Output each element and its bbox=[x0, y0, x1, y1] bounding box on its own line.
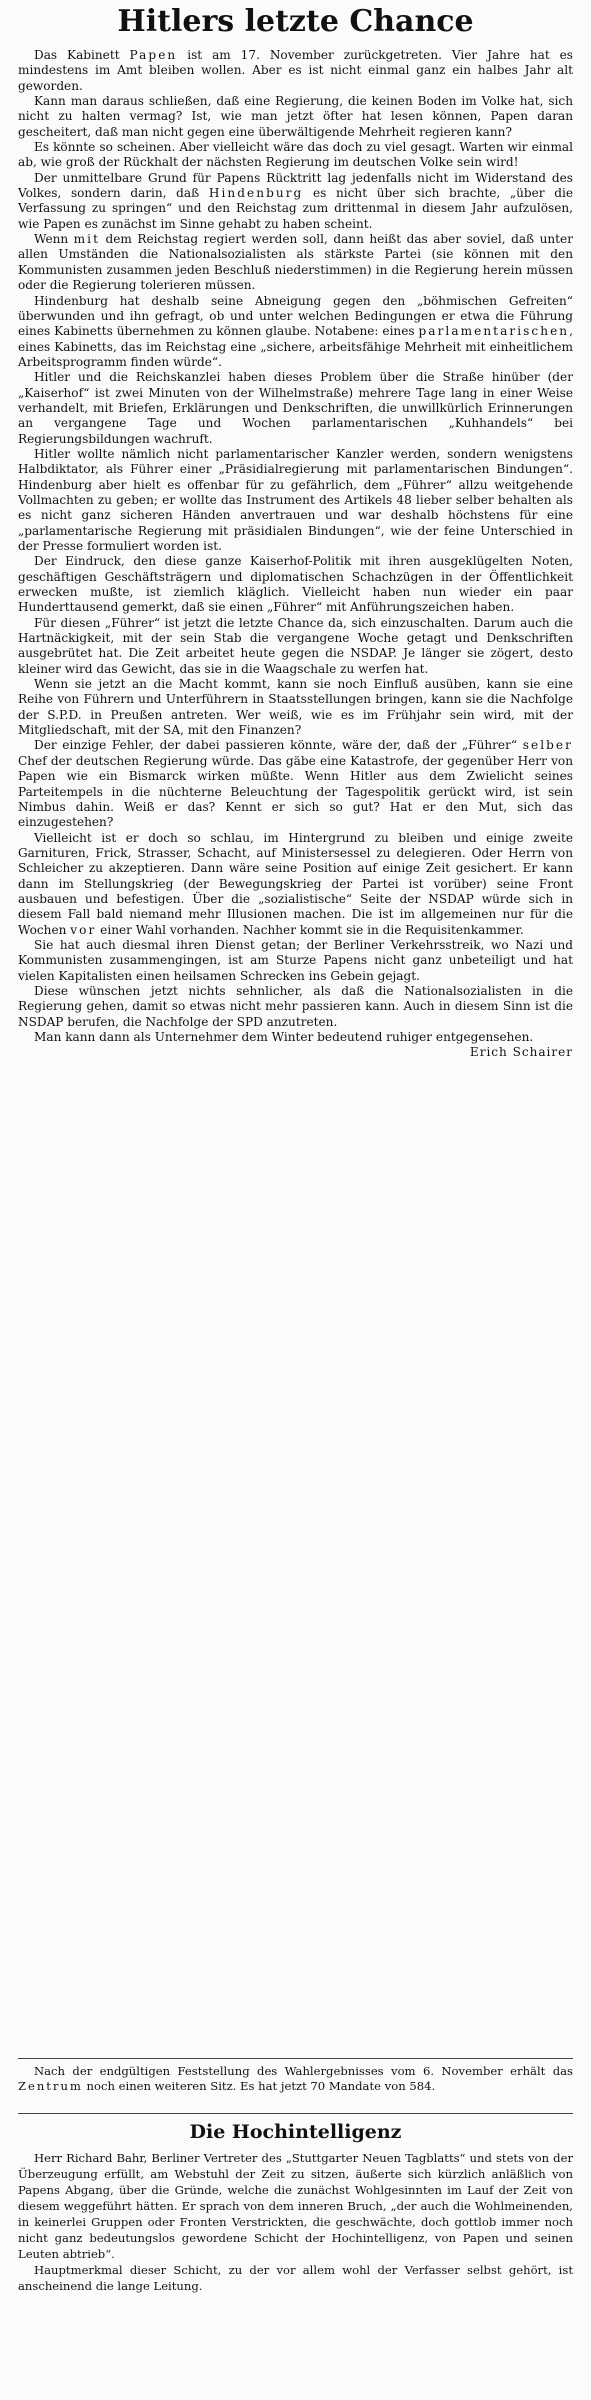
main-article-body bbox=[18, 48, 573, 1061]
emphasized-text: selber bbox=[522, 738, 573, 753]
text-run: Hitler wollte nämlich nicht parlamentarischer Kanzler werden, sondern wenigstens Halbdiktator, als Führer einer „Präsidialregierung mit parlamentarischen Bindungen“. Hindenburg aber hielt es offenbar für zu gefährlich, dem „Führer“ allzu weitgehende Vollmachten zu geben; er wollte das Instrument des Artikels 48 lieber selber behalten als es nicht ganz sicheren Händen anvertrauen und war deshalb höchstens für eine „parlamentarische Regierung mit präsidialen Bindungen“, wie der feine Unterschied in der Presse formuliert worden ist. bbox=[18, 446, 573, 553]
article-paragraph bbox=[18, 294, 573, 371]
note-paragraph bbox=[18, 2064, 573, 2094]
text-run: noch einen weiteren Sitz. Es hat jetzt 70 Mandate von 584. bbox=[82, 2079, 436, 2093]
emphasized-text: vor bbox=[70, 922, 97, 937]
text-run: dem Reichstag regiert werden soll, dann heißt das aber soviel, daß unter allen Umständen die Nationalsozialisten als stärkste Partei (sie können mit den Kommunisten zusammen jeden Beschluß niederstimmen) in die Regierung herein müssen oder die Regierung tolerieren müssen. bbox=[18, 232, 573, 293]
text-run: einer Wahl vorhanden. Nachher kommt sie in die Requisitenkammer. bbox=[96, 922, 524, 937]
text-run: Diese wünschen jetzt nichts sehnlicher, als daß die Nationalsozialisten in die Regierung gehen, damit so etwas nicht mehr passieren kann. Auch in diesem Sinn ist die NSDAP berufen, die Nachfolge der SPD anzutreten. bbox=[18, 983, 573, 1029]
article-paragraph bbox=[18, 48, 573, 94]
article-title: Hitlers letzte Chance bbox=[117, 4, 474, 39]
text-run: Der einzige Fehler, der dabei passieren könnte, wäre der, daß der „Führer“ bbox=[34, 738, 523, 753]
text-run: Wenn sie jetzt an die Macht kommt, kann sie noch Einfluß ausüben, kann sie eine Reihe von Führern und Unterführern in Staatsstellungen bringen, kann sie die Nachfolge der S.P.D. in Preußen antreten. Wer weiß, wie es im Frühjahr sein wird, mit der Mitgliedschaft, mit der SA, mit den Finanzen? bbox=[18, 677, 573, 738]
emphasized-text: mit bbox=[73, 232, 101, 247]
text-run: Wenn bbox=[34, 232, 74, 247]
text-run: Hitler und die Reichskanzlei haben dieses Problem über die Straße hinüber (der „Kaiserhof“ ist zwei Minuten von der Wilhelmstraße) mehrere Tage lang in einer Weise verhandelt, mit Briefen, Erklärungen und Denkschriften, die unwillkürlich Erinnerungen an vergangene Tage und Wochen parlamentarischen „Kuhhandels“ bei Regierungsbildungen wachruft. bbox=[18, 370, 573, 446]
article-paragraph bbox=[18, 738, 573, 830]
emphasized-text: Hindenburg bbox=[208, 186, 304, 201]
text-run: Vielleicht ist er doch so schlau, im Hintergrund zu bleiben und einige zweite Garnituren, Frick, Strasser, Schacht, auf Ministersessel zu delegieren. Oder Herrn von Schleicher zu akzeptieren. Dann wäre seine Position auf einige Zeit gesichert. Er kann dann im Stellungskrieg (der Bewegungskrieg der Partei ist vorüber) seine Front ausbauen und befestigen. Über die „sozialistische“ Seite der NSDAP würde sich in diesem Fall bald niemand mehr Illusionen machen. Die ist im allgemeinen nur für die Wochen bbox=[18, 830, 573, 937]
article-paragraph bbox=[18, 2150, 573, 2262]
text-run: es nicht über sich brachte, „über die Verfassung zu springen“ und den Reichstag zum drittenmal in diesem Jahr aufzulösen, wie Papen es zunächst im Sinne gehabt zu haben scheint. bbox=[18, 186, 573, 231]
article-paragraph bbox=[18, 232, 573, 293]
article-paragraph bbox=[18, 554, 573, 615]
article-paragraph bbox=[18, 1030, 573, 1061]
article-paragraph bbox=[18, 94, 573, 140]
election-note bbox=[18, 2064, 573, 2094]
text-run: Das Kabinett bbox=[34, 48, 130, 62]
author-signature: Erich Schairer bbox=[469, 1045, 573, 1060]
text-run: Chef der deutschen Regierung würde. Das gäbe eine Katastrofe, der gegenüber Herr von Papen wie ein Bismarck wirken müßte. Wenn Hitler aus dem Zwielicht seines Parteitempels in die nüchterne Beleuchtung der Tagespolitik gerückt wird, ist sein Nimbus dahin. Weiß er das? Kennt er sich so gut? Hat er den Mut, sich das einzugestehen? bbox=[18, 753, 573, 830]
text-run: Man kann dann als Unternehmer dem Winter bedeutend ruhiger entgegensehen. bbox=[34, 1030, 534, 1044]
text-run: Hauptmerkmal dieser Schicht, zu der vor allem wohl der Verfasser selbst gehört, ist anscheinend die lange Leitung. bbox=[18, 2263, 573, 2293]
second-article-title: Die Hochintelligenz bbox=[189, 2121, 402, 2143]
article-paragraph bbox=[18, 2262, 573, 2294]
text-run: ist am 17. November zurückgetreten. Vier Jahre hat es mindestens im Amt bleiben wollen. Aber es ist nicht einmal ganz ein halbes Jahr alt geworden. bbox=[18, 48, 573, 93]
text-run: Es könnte so scheinen. Aber vielleicht wäre das doch zu viel gesagt. Warten wir einmal ab, wie groß der Rückhalt der nächsten Regierung im deutschen Volke sein wird! bbox=[18, 140, 573, 170]
article-paragraph bbox=[18, 447, 573, 554]
text-run: Sie hat auch diesmal ihren Dienst getan; der Berliner Verkehrsstreik, wo Nazi und Kommunisten zusammengingen, ist am Sturze Papens nicht ganz unbeteiligt und hat vielen Kapitalisten einen heilsamen Schrecken ins Gebein gejagt. bbox=[18, 937, 573, 983]
text-run: Kann man daraus schließen, daß eine Regierung, die keinen Boden im Volke hat, sich nicht zu halten vermag? Ist, wie man jetzt öfter hat lesen können, Papen daran gescheitert, daß man nicht gegen eine überwältigende Mehrheit regieren kann? bbox=[18, 94, 573, 139]
text-run: Hindenburg hat deshalb seine Abneigung gegen den „böhmischen Gefreiten“ überwunden und ihn gefragt, ob und unter welchen Bedingungen er etwa die Führung eines Kabinetts übernehmen zu können glaube. Notabene: eines bbox=[18, 293, 573, 339]
emphasized-text: parlamentarischen bbox=[418, 324, 570, 339]
section-divider bbox=[18, 2058, 573, 2059]
emphasized-text: Zentrum bbox=[18, 2079, 83, 2093]
article-paragraph bbox=[18, 938, 573, 984]
text-run: Der Eindruck, den diese ganze Kaiserhof-Politik mit ihren ausgeklügelten Noten, geschäftigen Geschäftsträgern und diplomatischen Schachzügen in der Öffentlichkeit erwecken mußte, ist ziemlich kläglich. Vielleicht haben nun wieder ein paar Hunderttausend gemerkt, daß sie einen „Führer“ mit Anführungszeichen haben. bbox=[18, 554, 573, 615]
second-article-body bbox=[18, 2150, 573, 2294]
section-divider bbox=[18, 2113, 573, 2114]
article-paragraph bbox=[18, 677, 573, 738]
article-paragraph bbox=[18, 140, 573, 171]
text-run: Herr Richard Bahr, Berliner Vertreter des „Stuttgarter Neuen Tagblatts“ und stets von der Überzeugung erfüllt, am Webstuhl der Zeit zu sitzen, äußerte sich kürzlich anläßlich von Papens Abgang, über die Gründe, welche die zunächst Wohlgesinnten im Lauf der Zeit von diesem weggeführt hätten. Er sprach von dem inneren Bruch, „der auch die Wohlmeinenden, in keinerlei Gruppen oder Fronten Verstrickten, die geschwächte, doch gottlob immer noch nicht ganz bedeutungslos gewordene Schicht der Hochintelligenz, von Papen und seinen Leuten abtrieb“. bbox=[18, 2151, 573, 2261]
article-paragraph bbox=[18, 370, 573, 447]
article-paragraph bbox=[18, 171, 573, 232]
article-paragraph bbox=[18, 831, 573, 938]
text-run: Der unmittelbare Grund für Papens Rücktritt lag jedenfalls nicht im Widerstand des Volkes, sondern darin, daß bbox=[18, 170, 573, 201]
article-paragraph bbox=[18, 984, 573, 1030]
text-run: Für diesen „Führer“ ist jetzt die letzte Chance da, sich einzuschalten. Darum auch die Hartnäckigkeit, mit der sein Stab die vergangene Woche getagt und Denkschriften ausgebrütet hat. Die Zeit arbeitet heute gegen die NSDAP. Je länger sie zögert, desto kleiner wird das Gewicht, das sie in die Waagschale zu werfen hat. bbox=[18, 615, 573, 676]
text-run: , eines Kabinetts, das im Reichstag eine „sichere, arbeitsfähige Mehrheit mit einheitlichem Arbeitsprogramm finden würde“. bbox=[18, 324, 573, 369]
text-run: Nach der endgültigen Feststellung des Wahlergebnisses vom 6. November erhält das bbox=[34, 2064, 573, 2078]
emphasized-text: Papen bbox=[129, 48, 178, 62]
article-paragraph bbox=[18, 616, 573, 677]
